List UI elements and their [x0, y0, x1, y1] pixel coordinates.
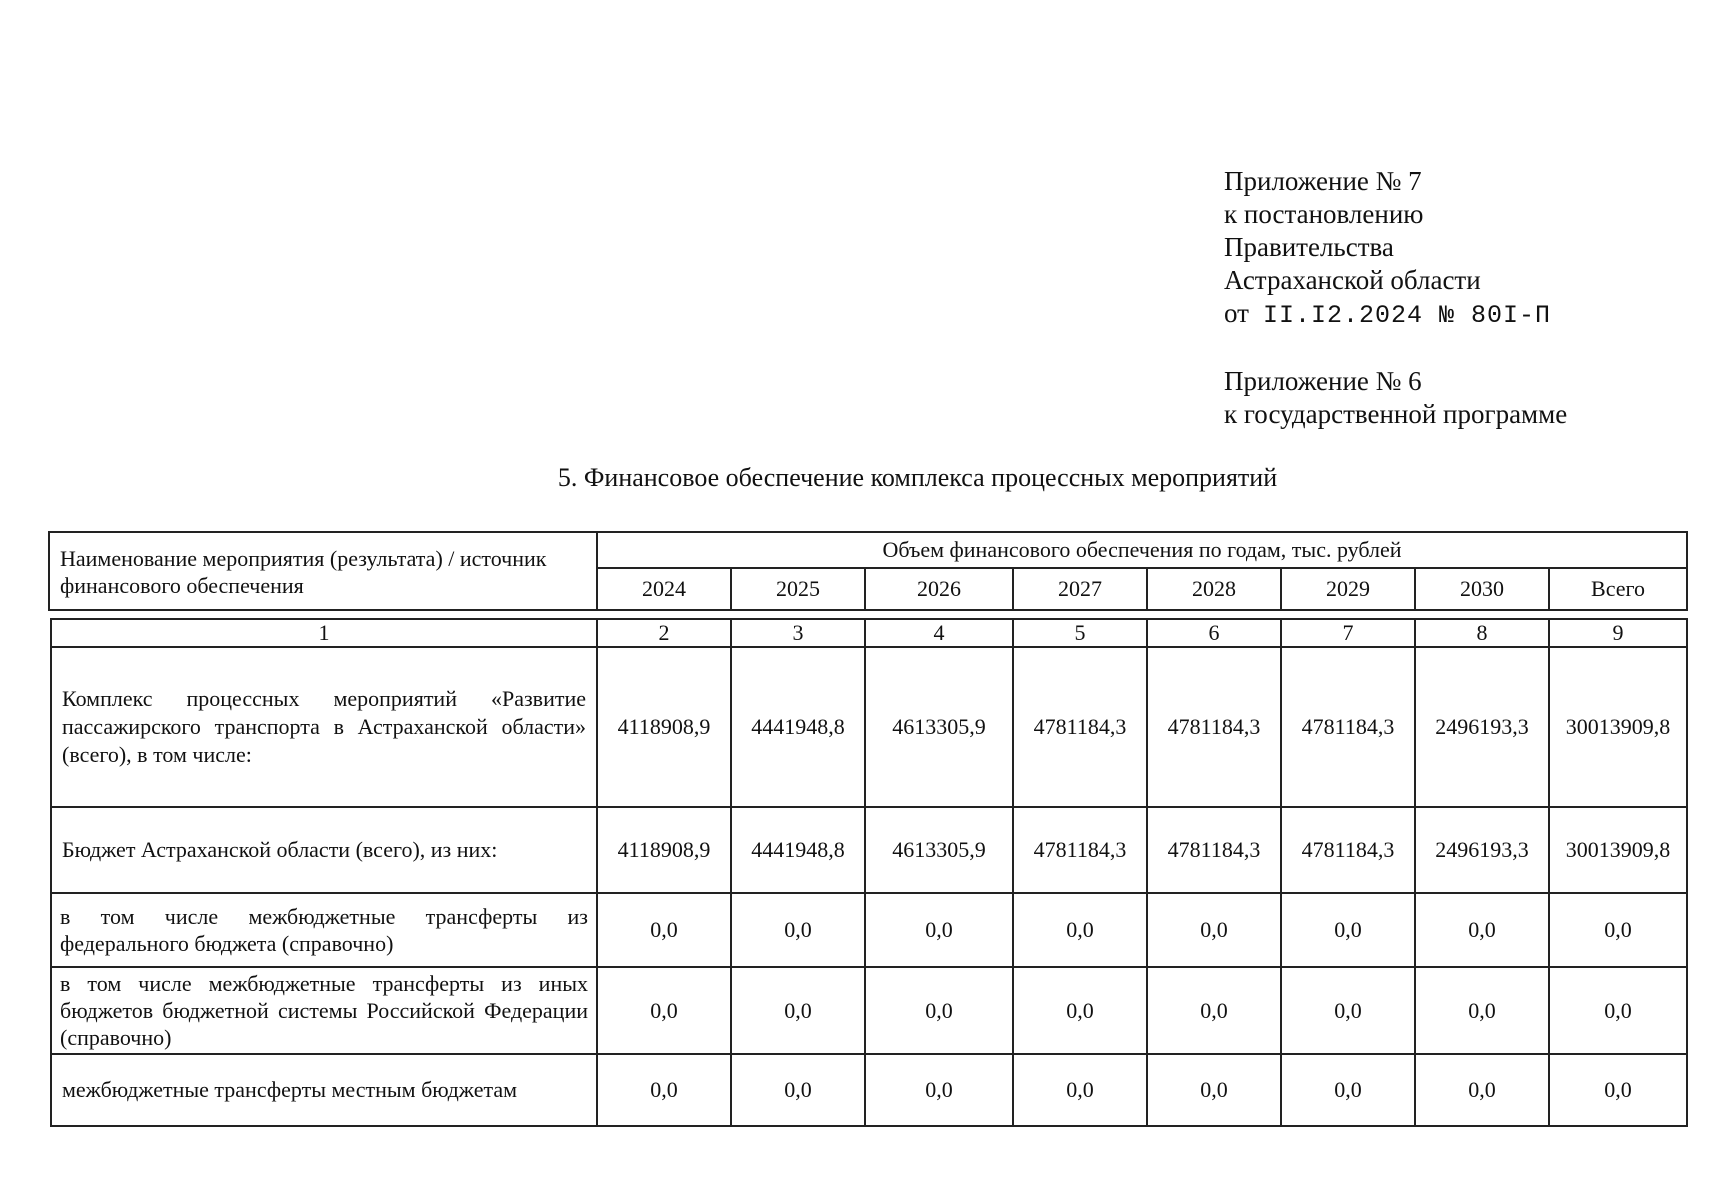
row-value: 0,0 [731, 1054, 865, 1126]
row-value: 0,0 [1415, 967, 1549, 1054]
row-value: 4441948,8 [731, 647, 865, 807]
row-value: 0,0 [1013, 893, 1147, 967]
row-value: 4118908,9 [597, 647, 731, 807]
table-header [48, 531, 1688, 611]
row-total: 0,0 [1549, 893, 1687, 967]
row-value: 0,0 [1281, 1054, 1415, 1126]
year-header: 2030 [1415, 568, 1549, 610]
row-value: 0,0 [865, 893, 1013, 967]
row-name: межбюджетные трансферты местным бюджетам [51, 1054, 597, 1126]
column-number-row [51, 619, 1687, 647]
name-column-header: Наименование мероприятия (результата) / источник финансового обеспечения [49, 532, 597, 610]
year-header: 2027 [1013, 568, 1147, 610]
row-value: 4781184,3 [1281, 807, 1415, 893]
row-value: 0,0 [1281, 967, 1415, 1054]
row-value: 4781184,3 [1013, 647, 1147, 807]
column-number: 9 [1549, 619, 1687, 647]
row-value: 4781184,3 [1147, 647, 1281, 807]
table-row [51, 807, 1687, 893]
table-row [51, 1054, 1687, 1126]
column-number: 7 [1281, 619, 1415, 647]
row-name: в том числе межбюджетные трансферты из федерального бюджета (справочно) [51, 893, 597, 967]
row-total: 0,0 [1549, 967, 1687, 1054]
row-value: 2496193,3 [1415, 807, 1549, 893]
row-name: Бюджет Астраханской области (всего), из них: [51, 807, 597, 893]
year-header: 2025 [731, 568, 865, 610]
row-value: 4781184,3 [1147, 807, 1281, 893]
date-line [1224, 297, 1664, 332]
funding-group-header: Объем финансового обеспечения по годам, тыс. рублей [597, 532, 1687, 568]
row-total: 30013909,8 [1549, 647, 1687, 807]
row-value: 0,0 [597, 967, 731, 1054]
row-name: Комплекс процессных мероприятий «Развитие пассажирского транспорта в Астраханской области» (всего), в том числе: [51, 647, 597, 807]
row-value: 0,0 [1147, 1054, 1281, 1126]
resolution-line: к постановлению [1224, 199, 1424, 229]
region-line: Астраханской области [1224, 265, 1481, 295]
row-value: 0,0 [1415, 893, 1549, 967]
row-value: 4613305,9 [865, 647, 1013, 807]
column-number: 4 [865, 619, 1013, 647]
row-value: 4781184,3 [1281, 647, 1415, 807]
row-value: 0,0 [597, 1054, 731, 1126]
document-header [1224, 165, 1664, 431]
appendix-number-line: Приложение № 7 [1224, 166, 1422, 196]
row-value: 0,0 [597, 893, 731, 967]
column-number: 3 [731, 619, 865, 647]
row-name: в том числе межбюджетные трансферты из иных бюджетов бюджетной системы Российской Федерации (справочно) [51, 967, 597, 1054]
header-spacer [1224, 332, 1664, 365]
row-value: 0,0 [1415, 1054, 1549, 1126]
row-value: 0,0 [1013, 967, 1147, 1054]
date-prefix: от [1224, 298, 1249, 328]
row-value: 4613305,9 [865, 807, 1013, 893]
year-header: 2029 [1281, 568, 1415, 610]
funding-table [50, 618, 1688, 1127]
row-value: 0,0 [865, 967, 1013, 1054]
row-value: 0,0 [731, 893, 865, 967]
program-line: к государственной программе [1224, 399, 1568, 429]
table-row [51, 647, 1687, 807]
year-header: 2026 [865, 568, 1013, 610]
date-and-number: II.I2.2024 № 80I-П [1262, 301, 1551, 330]
government-line: Правительства [1224, 232, 1394, 262]
program-appendix-line: Приложение № 6 [1224, 366, 1422, 396]
row-value: 4118908,9 [597, 807, 731, 893]
column-number: 2 [597, 619, 731, 647]
year-header: 2024 [597, 568, 731, 610]
column-number: 1 [51, 619, 597, 647]
row-value: 4441948,8 [731, 807, 865, 893]
column-number: 6 [1147, 619, 1281, 647]
column-number: 5 [1013, 619, 1147, 647]
row-total: 30013909,8 [1549, 807, 1687, 893]
table-row [51, 967, 1687, 1054]
row-value: 0,0 [1281, 893, 1415, 967]
row-value: 4781184,3 [1013, 807, 1147, 893]
row-value: 0,0 [1147, 967, 1281, 1054]
row-value: 2496193,3 [1415, 647, 1549, 807]
row-value: 0,0 [1013, 1054, 1147, 1126]
section-title: 5. Финансовое обеспечение комплекса процессных мероприятий [557, 463, 1278, 492]
row-value: 0,0 [1147, 893, 1281, 967]
row-total: 0,0 [1549, 1054, 1687, 1126]
year-header: 2028 [1147, 568, 1281, 610]
column-number: 8 [1415, 619, 1549, 647]
table-row [51, 893, 1687, 967]
row-value: 0,0 [865, 1054, 1013, 1126]
row-value: 0,0 [731, 967, 865, 1054]
total-header: Всего [1549, 568, 1687, 610]
